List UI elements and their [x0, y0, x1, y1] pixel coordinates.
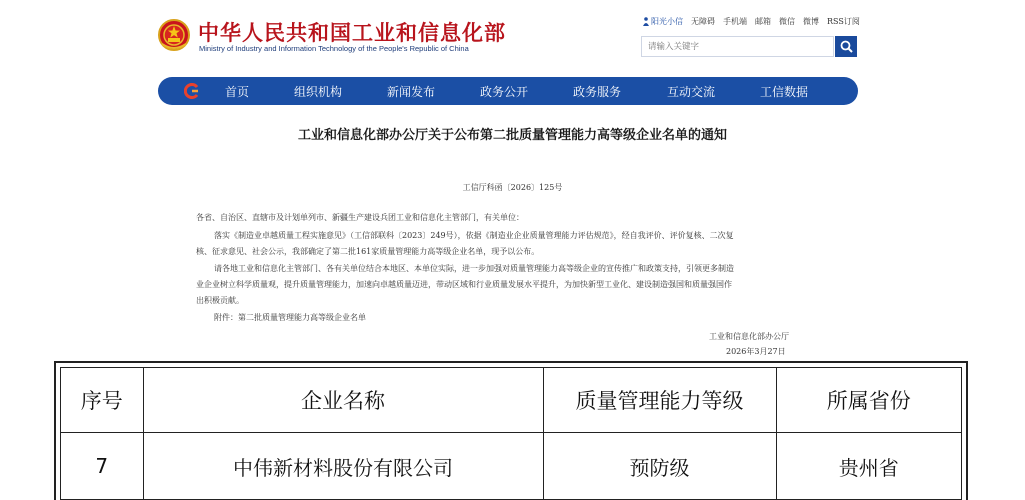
addressee: 各省、自治区、直辖市及计划单列市、新疆生产建设兵团工业和信息化主管部门，有关单位：	[196, 213, 524, 222]
util-link-mobile[interactable]: 手机端	[723, 17, 747, 26]
attachment-line[interactable]: 附件：第二批质量管理能力高等级企业名单	[214, 313, 366, 322]
article-title: 工业和信息化部办公厅关于公布第二批质量管理能力高等级企业名单的通知	[297, 128, 727, 143]
table-header-row	[61, 368, 961, 433]
issue-date: 2026年3月27日	[726, 347, 786, 356]
search-button[interactable]	[835, 36, 857, 57]
search-input[interactable]	[641, 36, 834, 57]
paragraph-2-line-3: 出积极贡献。	[196, 296, 244, 305]
search-icon	[840, 40, 853, 53]
cell-number: 7	[61, 433, 143, 500]
nav-item-gov-affairs[interactable]: 政务公开	[480, 85, 529, 99]
nav-logo-icon[interactable]	[184, 83, 200, 99]
util-link-rss[interactable]: RSS订阅	[827, 17, 860, 26]
site-subtitle: Ministry of Industry and Information Technology of the People's Republic of China	[199, 44, 469, 53]
cell-province: 贵州省	[776, 433, 961, 500]
nav-item-organization[interactable]: 组织机构	[294, 85, 343, 99]
paragraph-2-line-2: 业企业树立科学质量观，提升质量管理能力，加速向卓越质量迈进，带动区域和行业质量发展水平提升，为加快新型工业化、建设制造强国和质量强国作	[196, 280, 732, 289]
enterprise-table	[54, 361, 968, 500]
cell-level: 预防级	[543, 433, 776, 500]
util-link-wechat[interactable]: 微信	[779, 17, 795, 26]
national-emblem-icon[interactable]	[158, 18, 190, 52]
col-header-company: 企业名称	[143, 368, 543, 433]
col-header-province: 所属省份	[776, 368, 961, 433]
nav-item-interaction[interactable]: 互动交流	[667, 85, 716, 99]
util-link-mail[interactable]: 邮箱	[755, 17, 771, 26]
person-icon	[643, 17, 649, 26]
signature: 工业和信息化部办公厅	[709, 332, 789, 341]
nav-item-news[interactable]: 新闻发布	[387, 85, 436, 99]
paragraph-2-line-1: 请各地工业和信息化主管部门、各有关单位结合本地区、本单位实际，进一步加强对质量管理能力高等级企业的宣传推广和政策支持，引领更多制造	[214, 264, 734, 273]
util-link-weibo[interactable]: 微博	[803, 17, 819, 26]
utility-links	[643, 16, 860, 27]
col-header-number: 序号	[61, 368, 143, 433]
nav-item-data[interactable]: 工信数据	[760, 85, 809, 99]
cell-company: 中伟新材料股份有限公司	[143, 433, 543, 500]
paragraph-1-line-1: 落实《制造业卓越质量工程实施意见》（工信部联科〔2023〕249号），依据《制造业企业质量管理能力评估规范》，经自我评价、评价复核、二次复	[214, 231, 734, 240]
util-link-sunshine[interactable]	[643, 16, 683, 27]
paragraph-1-line-2: 核、征求意见、社会公示，我部确定了第二批161家质量管理能力高等级企业名单，现予以公布。	[196, 247, 540, 256]
site-title[interactable]: 中华人民共和国工业和信息化部	[198, 21, 506, 45]
util-link-label: 阳光小信	[651, 17, 683, 26]
enterprise-list-table	[61, 368, 961, 500]
document-number: 工信厅科函〔2026〕125号	[462, 183, 563, 192]
nav-item-home[interactable]: 首页	[225, 85, 250, 99]
col-header-level: 质量管理能力等级	[543, 368, 776, 433]
nav-item-gov-services[interactable]: 政务服务	[573, 85, 622, 99]
table-row	[61, 433, 961, 500]
util-link-accessibility[interactable]: 无障碍	[691, 17, 715, 26]
main-nav	[158, 77, 858, 105]
